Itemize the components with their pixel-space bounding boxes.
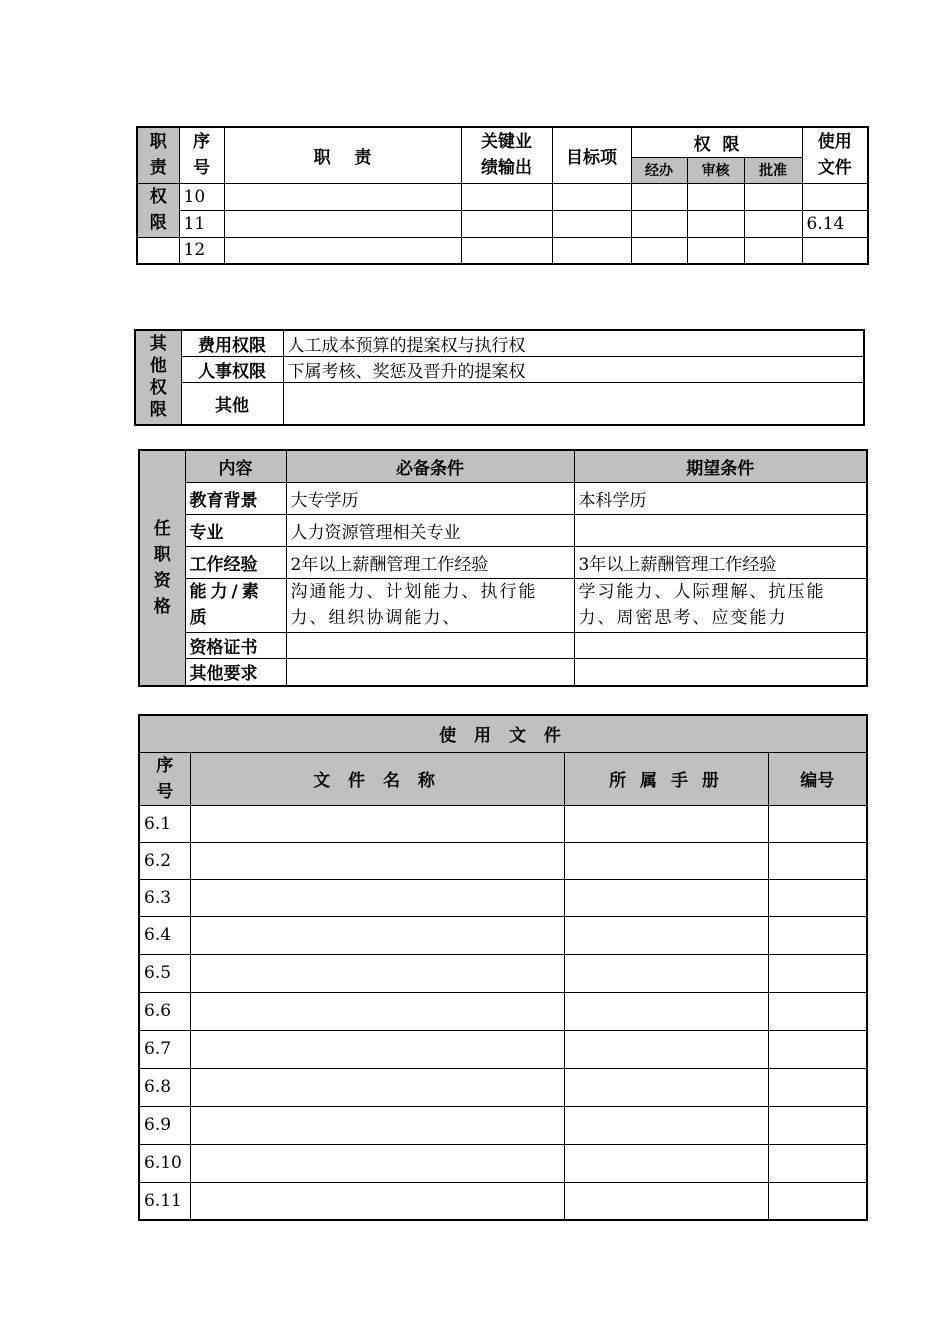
row-label: 专业 xyxy=(185,514,286,546)
table-cell xyxy=(768,1068,867,1106)
seq-header: 序 号 xyxy=(139,752,190,805)
table-cell xyxy=(190,916,564,954)
other-authority-table xyxy=(134,329,865,426)
table-cell xyxy=(631,210,687,237)
required-header: 必备条件 xyxy=(286,450,574,482)
expected-cell xyxy=(574,514,867,546)
table-cell xyxy=(190,1068,564,1106)
table-cell xyxy=(631,237,687,264)
seq-cell: 6.7 xyxy=(139,1030,190,1068)
table-cell xyxy=(564,1030,768,1068)
duty-header: 职 责 xyxy=(224,127,461,183)
table-cell xyxy=(768,992,867,1030)
seq-cell: 6.2 xyxy=(139,842,190,879)
table-cell xyxy=(687,210,744,237)
seq-cell: 6.11 xyxy=(139,1182,190,1220)
qualifications-table xyxy=(138,449,868,687)
seq-header: 序 号 xyxy=(179,127,224,183)
seq-cell: 6.10 xyxy=(139,1144,190,1182)
row-label: 其他 xyxy=(181,383,283,425)
review-header: 审核 xyxy=(687,157,744,183)
table-cell xyxy=(564,954,768,992)
documents-table xyxy=(138,714,868,1221)
code-header: 编号 xyxy=(768,752,867,805)
documents-title: 使 用 文 件 xyxy=(139,715,867,752)
duties-table xyxy=(136,126,869,265)
docs-cell: 6.14 xyxy=(802,210,868,237)
required-cell xyxy=(286,632,574,658)
required-cell: 沟通能力、计划能力、执行能力、组织协调能力、 xyxy=(286,578,574,632)
row-label: 教育背景 xyxy=(185,482,286,514)
table-cell xyxy=(687,183,744,210)
empty-cell xyxy=(137,237,179,264)
authority-side-label: 权 限 xyxy=(137,183,179,237)
table-cell xyxy=(744,237,802,264)
table-cell xyxy=(190,1182,564,1220)
table-cell xyxy=(744,183,802,210)
expected-cell xyxy=(574,632,867,658)
table-cell xyxy=(768,879,867,916)
expected-cell: 本科学历 xyxy=(574,482,867,514)
seq-cell: 6.8 xyxy=(139,1068,190,1106)
table-cell xyxy=(224,237,461,264)
kpi-header: 关键业 绩输出 xyxy=(461,127,552,183)
table-cell xyxy=(564,1106,768,1144)
qualifications-side-label: 任 职 资 格 xyxy=(139,450,185,686)
row-label: 人事权限 xyxy=(181,357,283,383)
expected-cell xyxy=(574,658,867,686)
row-label: 工作经验 xyxy=(185,546,286,578)
seq-cell: 10 xyxy=(179,183,224,210)
row-label: 其他要求 xyxy=(185,658,286,686)
expected-cell: 3年以上薪酬管理工作经验 xyxy=(574,546,867,578)
table-cell xyxy=(768,1144,867,1182)
table-cell xyxy=(768,805,867,842)
manual-header: 所 属 手 册 xyxy=(564,752,768,805)
docs-cell xyxy=(802,237,868,264)
required-cell xyxy=(286,658,574,686)
table-cell xyxy=(768,916,867,954)
seq-cell: 6.9 xyxy=(139,1106,190,1144)
expected-header: 期望条件 xyxy=(574,450,867,482)
table-cell xyxy=(461,237,552,264)
row-label: 能力/素质 xyxy=(185,578,286,632)
row-label: 资格证书 xyxy=(185,632,286,658)
row-label: 费用权限 xyxy=(181,330,283,357)
seq-cell: 6.4 xyxy=(139,916,190,954)
table-cell xyxy=(631,183,687,210)
content-header: 内容 xyxy=(185,450,286,482)
seq-cell: 6.5 xyxy=(139,954,190,992)
table-cell xyxy=(687,237,744,264)
table-cell xyxy=(552,183,631,210)
row-value: 下属考核、奖惩及晋升的提案权 xyxy=(283,357,864,383)
table-cell xyxy=(564,842,768,879)
row-value: 人工成本预算的提案权与执行权 xyxy=(283,330,864,357)
table-cell xyxy=(564,1182,768,1220)
row-value xyxy=(283,383,864,425)
seq-cell: 6.3 xyxy=(139,879,190,916)
target-header: 目标项 xyxy=(552,127,631,183)
docs-header: 使用 文件 xyxy=(802,127,868,183)
table-cell xyxy=(190,1030,564,1068)
table-cell xyxy=(564,805,768,842)
required-cell: 2年以上薪酬管理工作经验 xyxy=(286,546,574,578)
table-cell xyxy=(190,992,564,1030)
approve-header: 批准 xyxy=(744,157,802,183)
table-cell xyxy=(768,1030,867,1068)
table-cell xyxy=(564,916,768,954)
table-cell xyxy=(224,183,461,210)
table-cell xyxy=(564,1068,768,1106)
table-cell xyxy=(190,1144,564,1182)
table-cell xyxy=(461,210,552,237)
name-header: 文 件 名 称 xyxy=(190,752,564,805)
table-cell xyxy=(190,879,564,916)
table-cell xyxy=(552,210,631,237)
section-header: 职 责 xyxy=(137,127,179,183)
table-cell xyxy=(190,805,564,842)
seq-cell: 12 xyxy=(179,237,224,264)
seq-cell: 6.1 xyxy=(139,805,190,842)
table-cell xyxy=(190,954,564,992)
table-cell xyxy=(768,1106,867,1144)
table-cell xyxy=(461,183,552,210)
handle-header: 经办 xyxy=(631,157,687,183)
table-cell xyxy=(768,1182,867,1220)
table-cell xyxy=(744,210,802,237)
table-cell xyxy=(190,1106,564,1144)
required-cell: 人力资源管理相关专业 xyxy=(286,514,574,546)
docs-cell xyxy=(802,183,868,210)
other-authority-side-label: 其 他 权 限 xyxy=(135,330,181,425)
expected-cell: 学习能力、人际理解、抗压能力、周密思考、应变能力 xyxy=(574,578,867,632)
seq-cell: 6.6 xyxy=(139,992,190,1030)
table-cell xyxy=(552,237,631,264)
table-cell xyxy=(768,954,867,992)
seq-cell: 11 xyxy=(179,210,224,237)
table-cell xyxy=(564,879,768,916)
table-cell xyxy=(564,1144,768,1182)
authority-header: 权 限 xyxy=(631,127,802,157)
table-cell xyxy=(768,842,867,879)
required-cell: 大专学历 xyxy=(286,482,574,514)
table-cell xyxy=(190,842,564,879)
table-cell xyxy=(564,992,768,1030)
table-cell xyxy=(224,210,461,237)
